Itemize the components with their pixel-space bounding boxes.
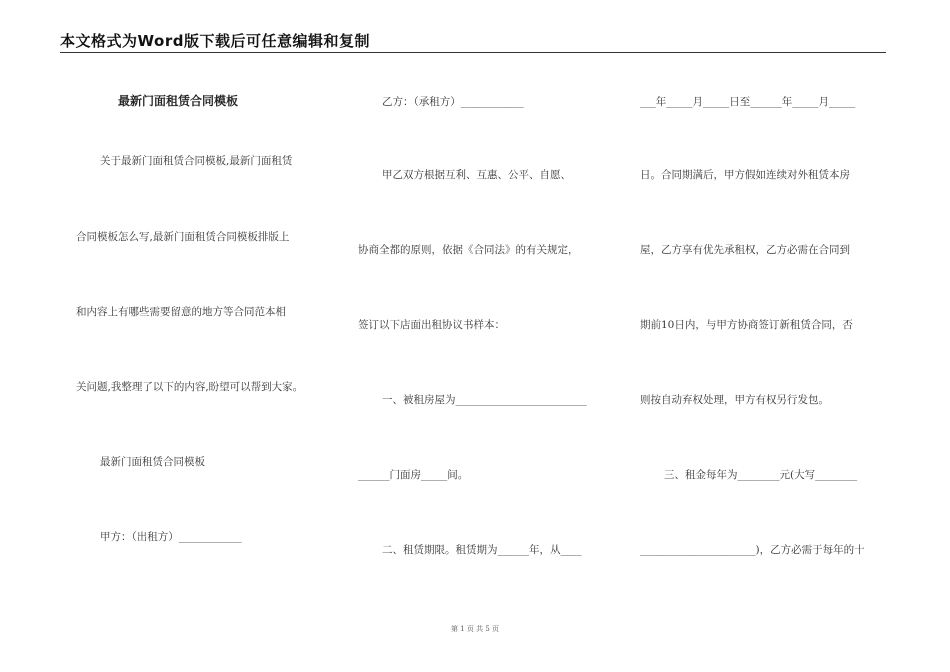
page-number: 第 1 页 共 5 页	[450, 625, 500, 633]
text-line: 关于最新门面租赁合同模板,最新门面租赁	[100, 155, 293, 167]
text-line: 甲乙双方根据互利、互惠、公平、自愿、	[382, 169, 571, 181]
text-line: 和内容上有哪些需要留意的地方等合同范本相	[76, 306, 286, 318]
text-line: 关问题,我整理了以下的内容,盼望可以帮到大家。	[76, 381, 304, 393]
text-line: 期前10日内，与甲方协商签订新租赁合同，否	[640, 319, 853, 331]
document-title: 最新门面租赁合同模板	[118, 94, 239, 108]
text-line: 最新门面租赁合同模板	[100, 456, 205, 468]
text-line: 二、租赁期限。租赁期为______年，从____	[382, 544, 582, 556]
text-line: 日。合同期满后，甲方假如连续对外租赁本房	[640, 169, 850, 181]
text-line: 甲方：（出租方）____________	[100, 531, 242, 543]
text-line: 协商全都的原则，依据《合同法》的有关规定，	[358, 244, 579, 256]
text-line: 乙方：（承租方）____________	[382, 96, 524, 108]
text-line: 屋，乙方享有优先承租权，乙方必需在合同到	[640, 244, 850, 256]
text-line: 三、租金每年为________元(大写________	[664, 469, 858, 481]
text-line: 合同模板怎么写,最新门面租赁合同模板排版上	[76, 231, 290, 243]
text-line: ______门面房_____间。	[358, 469, 469, 481]
document-header: 本文格式为Word版下载后可任意编辑和复制	[60, 32, 370, 50]
text-line: 一、被租房屋为_________________________	[382, 394, 587, 406]
text-line: 签订以下店面出租协议书样本：	[358, 319, 505, 331]
text-line: ______________________)，乙方必需于每年的十	[640, 544, 865, 556]
text-line: ___年_____月_____日至______年_____月_____	[640, 96, 856, 108]
text-line: 则按自动弃权处理，甲方有权另行发包。	[640, 394, 829, 406]
header-divider	[60, 52, 886, 53]
